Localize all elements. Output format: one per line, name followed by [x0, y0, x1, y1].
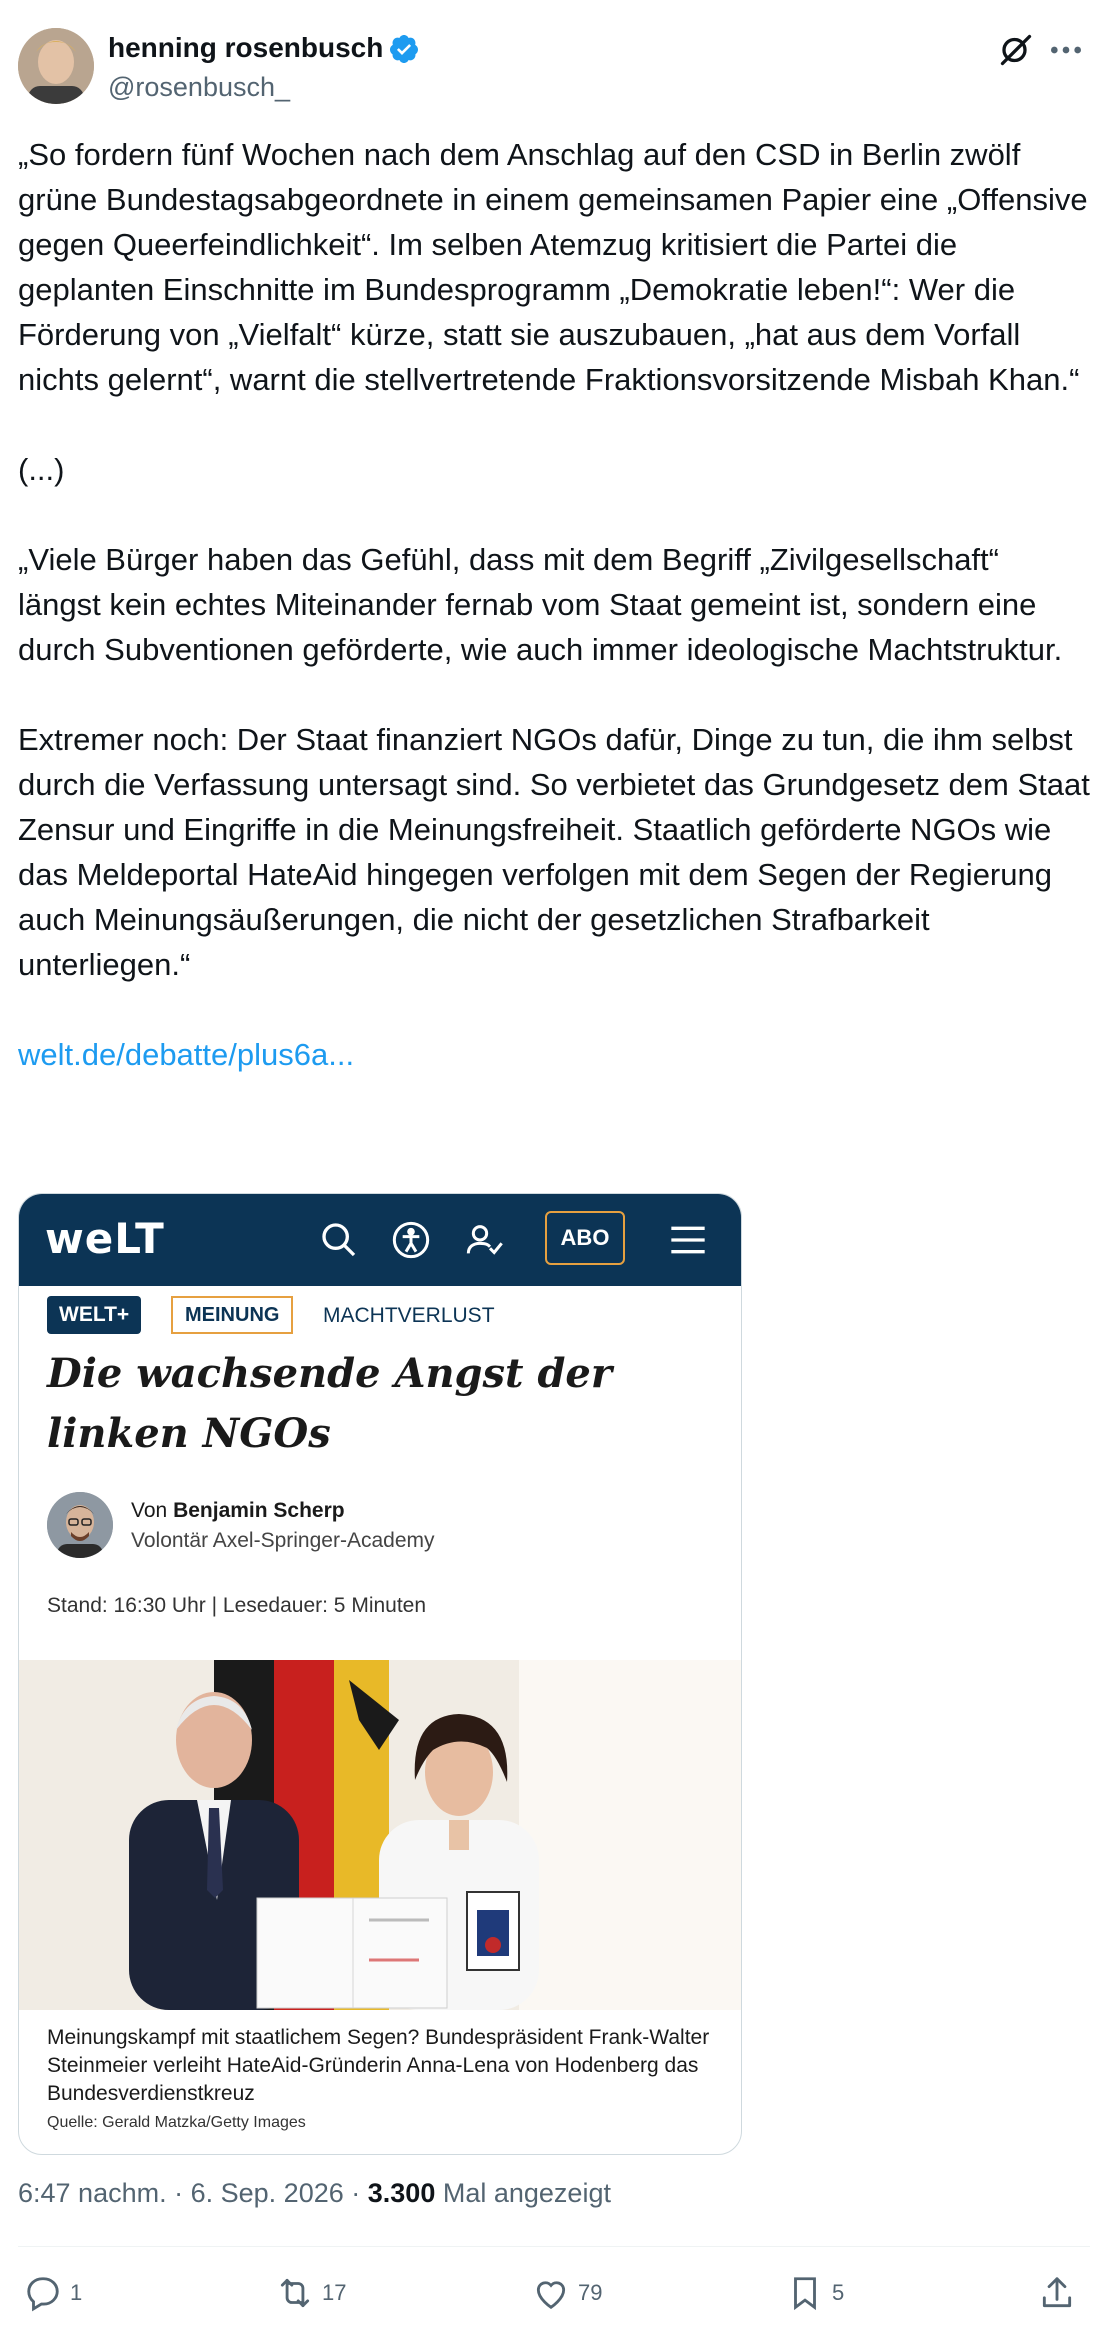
welt-logo: weLT [45, 1214, 165, 1263]
author-name[interactable]: henning rosenbusch [108, 32, 384, 63]
like-icon [532, 2274, 570, 2312]
tweet-date[interactable]: 6. Sep. 2026 [190, 2178, 344, 2208]
tweet-text [18, 132, 1090, 1077]
separator-dot: · [351, 2178, 368, 2208]
author-handle[interactable]: @rosenbusch_ [108, 72, 291, 102]
article-meta: Stand: 16:30 Uhr | Lesedauer: 5 Minuten [47, 1594, 427, 1617]
welt-header [19, 1194, 741, 1286]
tweet-link[interactable]: welt.de/debatte/plus6a... [18, 1037, 355, 1072]
byline [131, 1496, 345, 1526]
like-button[interactable] [532, 2270, 602, 2316]
search-icon [319, 1220, 359, 1260]
welt-plus-badge: WELT+ [47, 1296, 141, 1334]
view-label: Mal angezeigt [442, 2178, 611, 2208]
tweet-paragraph: „Viele Bürger haben das Gefühl, dass mit dem Begriff „Zivilgesellschaft“ längst kein echtes Miteinander fernab vom Staat gemeint ist, sondern eine durch Subventionen geförderte, wie auch immer ideologische Machtstruktur. [18, 542, 1063, 667]
byline-prefix: Von [131, 1499, 168, 1522]
reply-icon [24, 2274, 62, 2312]
article-author-photo [47, 1492, 113, 1558]
separator-dot: · [174, 2178, 191, 2208]
reply-count: 1 [70, 2280, 83, 2305]
photo-credit: Quelle: Gerald Matzka/Getty Images [47, 2114, 306, 2131]
accessibility-icon [391, 1220, 431, 1260]
divider [18, 2246, 1090, 2247]
grok-icon[interactable] [998, 32, 1034, 68]
section-badge: MEINUNG [171, 1296, 293, 1334]
bookmark-count: 5 [832, 2280, 845, 2305]
article-author-name: Benjamin Scherp [173, 1499, 345, 1522]
more-icon[interactable] [1046, 30, 1086, 70]
article-photo [19, 1660, 741, 2010]
article-author-title: Volontär Axel-Springer-Academy [131, 1529, 435, 1552]
share-icon [1038, 2274, 1076, 2312]
like-count: 79 [578, 2280, 603, 2305]
tweet-time[interactable]: 6:47 nachm. [18, 2178, 167, 2208]
retweet-icon [276, 2274, 314, 2312]
view-count: 3.300 [367, 2178, 436, 2208]
user-check-icon [465, 1220, 505, 1260]
retweet-button[interactable] [276, 2270, 346, 2316]
tweet-paragraph: Extremer noch: Der Staat finanziert NGOs dafür, Dinge zu tun, die ihm selbst durch die Verfassung untersagt sind. So verbietet das Grundgesetz dem Staat Zensur und Eingriffe in die Meinungsfreiheit. Staatlich geförderte NGOs wie das Meldeportal HateAid hingegen verfolgen mit dem Segen der Regierung auch Meinungsäußerungen, die nicht der gesetzlichen Strafbarkeit unterliegen.“ [18, 722, 1090, 982]
share-button[interactable] [1038, 2270, 1084, 2316]
kicker: MACHTVERLUST [323, 1304, 495, 1327]
link-preview-card[interactable] [18, 1193, 742, 2155]
retweet-count: 17 [322, 2280, 347, 2305]
tweet-paragraph: (...) [18, 452, 65, 487]
tweet-paragraph: „So fordern fünf Wochen nach dem Anschlag auf den CSD in Berlin zwölf grüne Bundestagsabgeordnete in einem gemeinsamen Papier eine „Offensive gegen Queerfeindlichkeit“. Im selben Atemzug kritisiert die Partei die geplanten Einschnitte im Bundesprogramm „Demokratie leben!“: Wer die Förderung von „Vielfalt“ kürze, statt sie auszubauen, „hat aus dem Vorfall nichts gelernt“, warnt die stellvertretende Fraktionsvorsitzende Misbah Khan.“ [18, 137, 1088, 397]
verified-badge-icon [388, 33, 420, 65]
bookmark-icon [786, 2274, 824, 2312]
tweet-timestamp[interactable] [18, 2178, 611, 2209]
author-avatar[interactable] [18, 28, 94, 104]
menu-icon [667, 1220, 709, 1260]
reply-button[interactable] [24, 2270, 82, 2316]
abo-button: ABO [545, 1211, 625, 1265]
bookmark-button[interactable] [786, 2270, 844, 2316]
photo-caption: Meinungskampf mit staatlichem Segen? Bundespräsident Frank-Walter Steinmeier verleiht HateAid-Gründerin Anna-Lena von Hodenberg das Bundesverdienstkreuz [47, 2026, 710, 2105]
article-headline: Die wachsende Angst der linken NGOs [47, 1350, 612, 1457]
